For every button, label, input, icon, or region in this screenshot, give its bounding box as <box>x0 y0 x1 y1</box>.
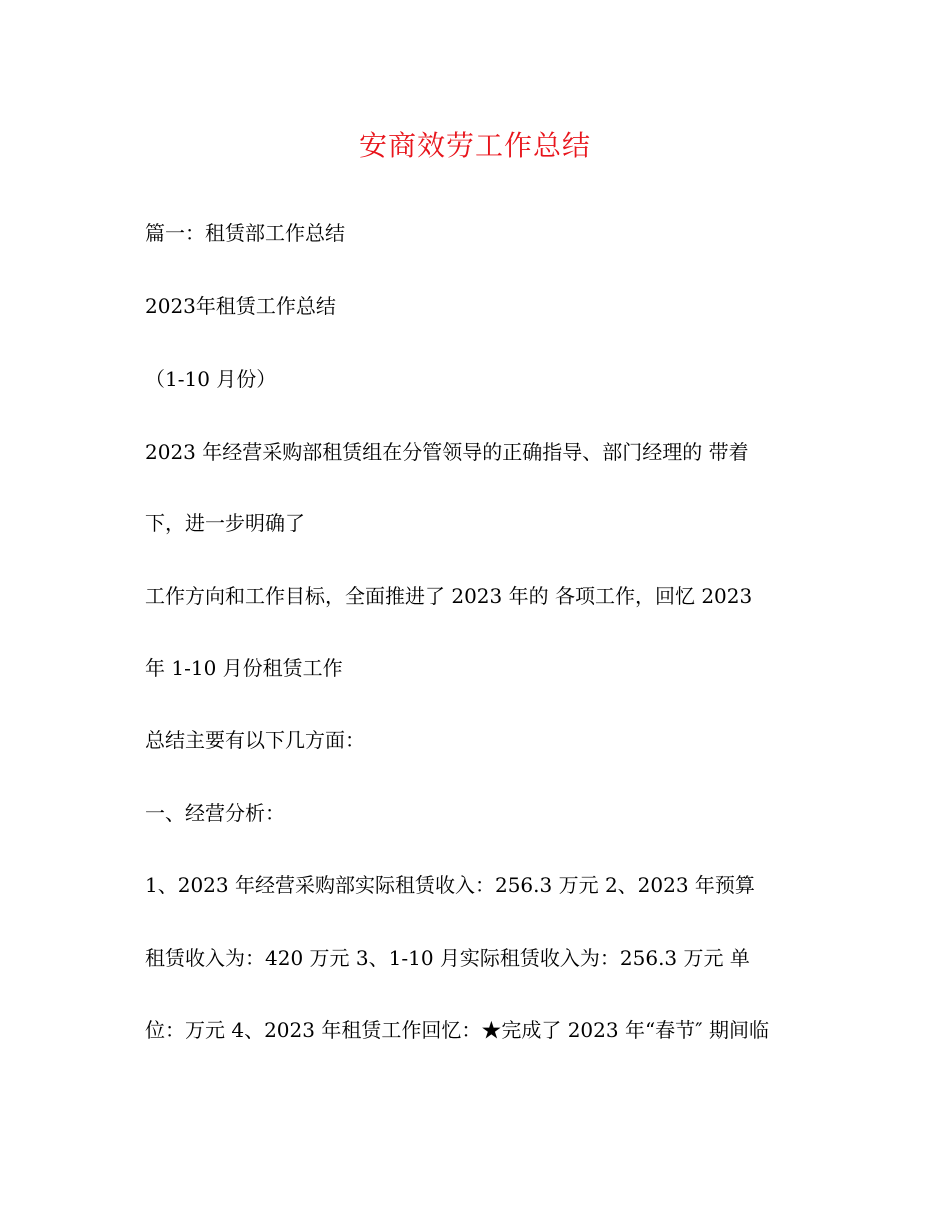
section-heading-part-one: 篇一：租赁部工作总结 <box>145 221 345 245</box>
subtitle-line: 2023年租赁工作总结 <box>145 294 336 318</box>
document-title: 安商效劳工作总结 <box>358 129 591 162</box>
body-line: 工作方向和工作目标，全面推进了 2023 年的 各项工作，回忆 2023 <box>145 584 753 608</box>
body-line: 租赁收入为：420 万元 3、1-10 月实际租赁收入为：256.3 万元 单 <box>145 946 750 970</box>
body-line: 下，进一步明确了 <box>145 511 305 535</box>
body-line: 2023 年经营采购部租赁组在分管领导的正确指导、部门经理的 带着 <box>145 440 749 464</box>
body-line: 1、2023 年经营采购部实际租赁收入：256.3 万元 2、2023 年预算 <box>145 873 755 897</box>
section-heading-analysis: 一、经营分析： <box>145 801 285 825</box>
body-line: 年 1-10 月份租赁工作 <box>145 656 343 680</box>
body-line: 位：万元 4、2023 年租赁工作回忆：★完成了 2023 年“春节″ 期间临 <box>145 1018 770 1042</box>
body-line: 总结主要有以下几方面： <box>145 728 365 752</box>
period-line: （1-10 月份） <box>145 367 277 391</box>
